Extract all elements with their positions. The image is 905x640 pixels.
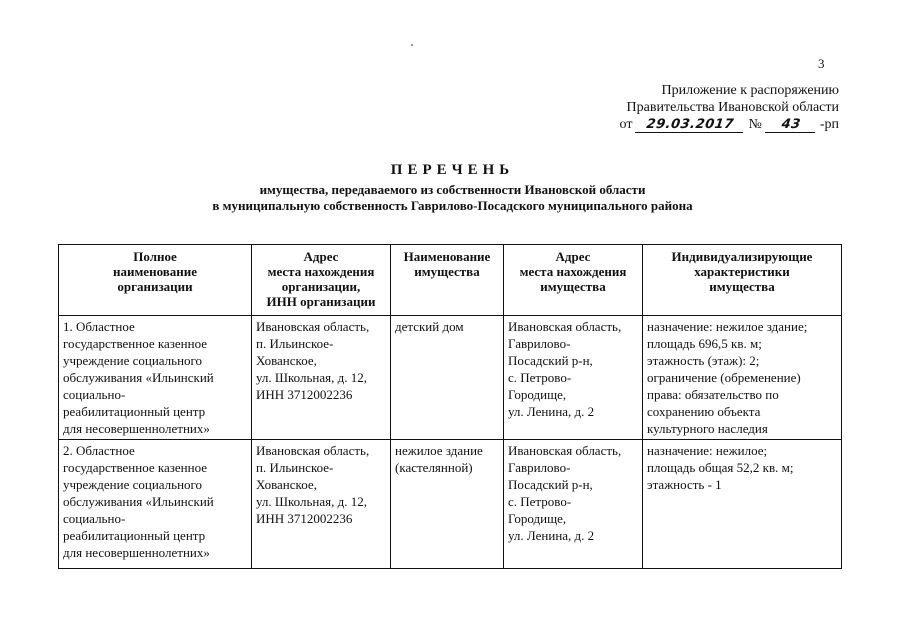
table-header-row <box>59 245 842 316</box>
document-title: ПЕРЕЧЕНЬ <box>390 162 515 178</box>
header-property-name <box>391 245 504 316</box>
number-label: № <box>748 117 762 132</box>
header-property-characteristics <box>643 245 842 316</box>
table-row <box>59 440 842 569</box>
header-org-name-text: Полное наименование организации <box>112 249 198 294</box>
cell-property-address: Ивановская область, Гаврилово- Посадский р-н, с. Петрово- Городище, ул. Ленина, д. 2 <box>504 316 643 440</box>
cell-property-name: нежилое здание (кастелянной) <box>391 440 504 569</box>
property-table <box>58 244 842 569</box>
appendix-line-1: Приложение к распоряжению <box>661 83 839 98</box>
cell-org-name: 1. Областное государственное казенное учреждение социального обслуживания «Ильинский социально- реабилитационный центр для несовершеннолетних» <box>59 316 252 440</box>
header-org-address <box>252 245 391 316</box>
appendix-line-2: Правительства Ивановской области <box>626 100 839 115</box>
order-suffix: -рп <box>819 117 839 132</box>
handwritten-number: 43 <box>765 118 817 133</box>
header-org-address-text: Адрес места нахождения организации, ИНН организации <box>266 249 376 309</box>
scan-speck <box>411 44 413 46</box>
cell-org-name: 2. Областное государственное казенное учреждение социального обслуживания «Ильинский социально- реабилитационный центр для несовершеннолетних» <box>59 440 252 569</box>
document-subtitle-line-1: имущества, передаваемого из собственности Ивановской области <box>259 182 646 197</box>
cell-org-address: Ивановская область, п. Ильинское- Хованское, ул. Школьная, д. 12, ИНН 3712002236 <box>252 440 391 569</box>
header-property-address-text: Адрес места нахождения имущества <box>519 249 627 294</box>
page-number: 3 <box>818 56 825 71</box>
header-org-name <box>59 245 252 316</box>
appendix-block <box>620 82 839 133</box>
document-subtitle-line-2: в муниципальную собственность Гаврилово-Посадского муниципального района <box>212 198 693 213</box>
cell-property-address: Ивановская область, Гаврилово- Посадский р-н, с. Петрово- Городище, ул. Ленина, д. 2 <box>504 440 643 569</box>
cell-org-address: Ивановская область, п. Ильинское- Хованское, ул. Школьная, д. 12, ИНН 3712002236 <box>252 316 391 440</box>
appendix-date-line <box>620 116 839 133</box>
table-row <box>59 316 842 440</box>
cell-property-characteristics: назначение: нежилое здание; площадь 696,5 кв. м; этажность (этаж): 2; ограничение (обременение) права: обязательство по сохранению объекта культурного наследия <box>643 316 842 440</box>
cell-property-characteristics: назначение: нежилое; площадь общая 52,2 кв. м; этажность - 1 <box>643 440 842 569</box>
header-property-name-text: Наименование имущества <box>403 249 491 279</box>
from-label: от <box>619 117 633 132</box>
handwritten-date: 29.03.2017 <box>635 118 745 133</box>
header-property-address <box>504 245 643 316</box>
header-property-characteristics-text: Индивидуализирующие характеристики имущества <box>671 249 813 294</box>
cell-property-name: детский дом <box>391 316 504 440</box>
